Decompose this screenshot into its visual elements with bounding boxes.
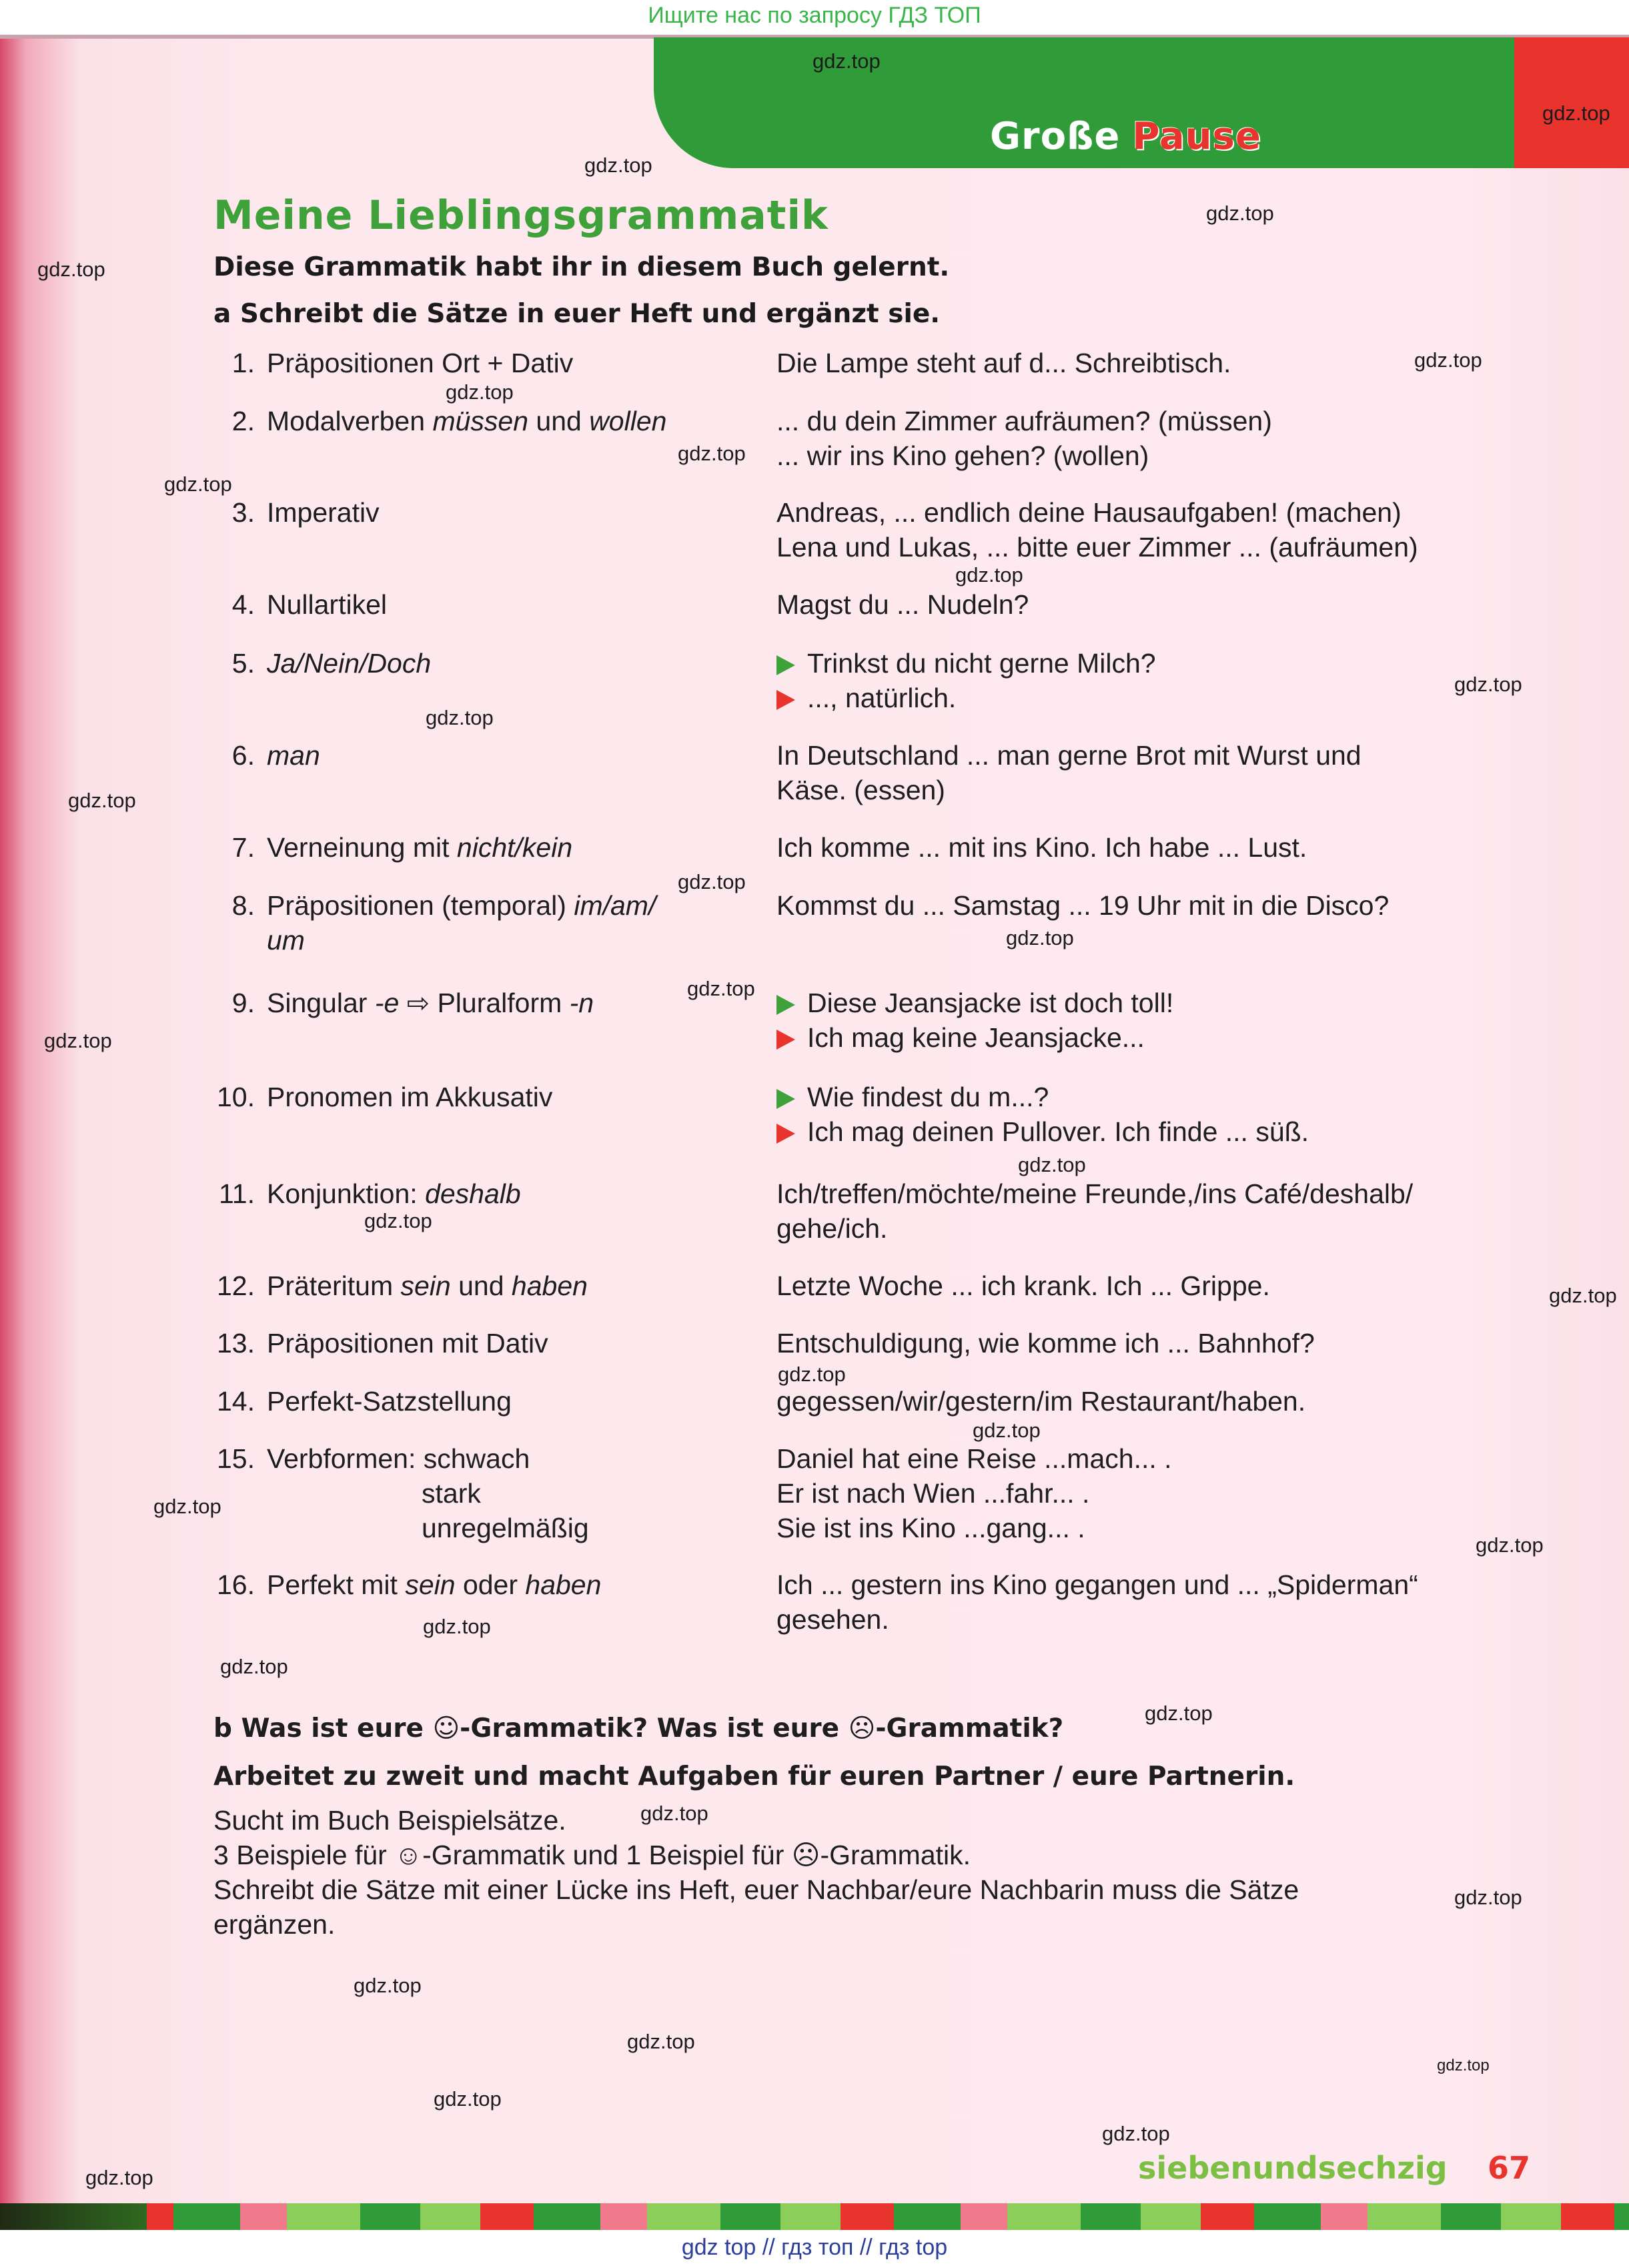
watermark: gdz.top — [1454, 1886, 1522, 1909]
item-number: 16. — [217, 1569, 255, 1600]
decorative-stripe — [0, 2203, 1629, 2230]
item-topic: man — [267, 740, 320, 771]
watermark: gdz.top — [627, 2030, 695, 2053]
item-example: Diese Jeansjacke ist doch toll! Ich mag keine Jeansjacke... — [776, 986, 1530, 1055]
item-number: 10. — [217, 1082, 255, 1112]
item-topic: Verneinung mit nicht/kein — [267, 832, 573, 863]
item-number: 1. — [231, 348, 255, 378]
item-example: Ich/treffen/möchte/meine Freunde,/ins Café/deshalb/ gehe/ich. — [776, 1178, 1414, 1244]
item-example: Entschuldigung, wie komme ich ... Bahnhof? — [776, 1328, 1315, 1359]
item-example: Ich komme ... mit ins Kino. Ich habe ... Lust. — [776, 832, 1307, 863]
watermark: gdz.top — [1454, 673, 1522, 696]
watermark: gdz.top — [1206, 202, 1274, 225]
watermark: gdz.top — [778, 1363, 846, 1386]
watermark: gdz.top — [434, 2087, 502, 2111]
watermark: gdz.top — [1437, 2056, 1490, 2074]
section-title — [990, 115, 1261, 158]
watermark: gdz.top — [640, 1802, 708, 1825]
watermark: gdz.top — [164, 472, 232, 496]
item-example: gegessen/wir/gestern/im Restaurant/haben. — [776, 1386, 1306, 1417]
item-topic: Verbformen: schwach — [267, 1443, 530, 1474]
item-example: Die Lampe steht auf d... Schreibtisch. — [776, 348, 1231, 378]
item-topic: Modalverben müssen und wollen — [267, 406, 667, 436]
item-example: Ich ... gestern ins Kino gegangen und ... „Spiderman“ gesehen. — [776, 1569, 1418, 1635]
watermark: gdz.top — [364, 1209, 432, 1232]
item-topic: Perfekt mit sein oder haben — [267, 1569, 602, 1600]
watermark: gdz.top — [1542, 101, 1610, 125]
item-number: 8. — [231, 890, 255, 921]
watermark: gdz.top — [423, 1615, 491, 1638]
watermark: gdz.top — [354, 1974, 422, 1997]
item-example: Trinkst du nicht gerne Milch? ..., natürlich. — [776, 646, 1530, 715]
speaker-b-icon — [776, 690, 795, 710]
watermark: gdz.top — [678, 870, 746, 893]
item-example: Wie findest du m...? Ich mag deinen Pullover. Ich finde ... süß. — [776, 1080, 1530, 1149]
decorative-stripe-dark — [0, 2203, 147, 2230]
item-example: Daniel hat eine Reise ...mach... . Er ist nach Wien ...fahr... . Sie ist ins Kino ...gang... . — [776, 1443, 1172, 1543]
watermark: gdz.top — [68, 789, 136, 812]
watermark: gdz.top — [446, 380, 514, 404]
item-number: 2. — [231, 406, 255, 436]
item-number: 11. — [219, 1178, 255, 1209]
section-title-word-2: Pause — [1132, 115, 1261, 158]
item-example: ... du dein Zimmer aufräumen? (müssen) ... wir ins Kino gehen? (wollen) — [776, 406, 1272, 471]
item-example: In Deutschland ... man gerne Brot mit Wurst und Käse. (essen) — [776, 740, 1362, 805]
item-number: 6. — [231, 740, 255, 771]
item-number: 5. — [231, 648, 255, 679]
watermark: gdz.top — [973, 1419, 1041, 1442]
task-b — [213, 1712, 1534, 1942]
watermark: gdz.top — [37, 258, 105, 281]
item-topic: Präpositionen mit Dativ — [267, 1328, 548, 1359]
watermark: gdz.top — [1414, 348, 1482, 372]
watermark: gdz.top — [687, 977, 755, 1000]
watermark: gdz.top — [220, 1655, 288, 1678]
item-topic: Präpositionen Ort + Dativ — [267, 348, 574, 378]
task-b-text: Sucht im Buch Beispielsätze. 3 Beispiele für ☺-Grammatik und 1 Beispiel für ☹-Grammatik. Schreibt die Sätze mit einer Lücke ins Heft, euer Nachbar/eure Nachbarin muss die Sätze ergänzen. — [213, 1805, 1299, 1940]
textbook-page — [0, 35, 1629, 2230]
watermark: gdz.top — [955, 563, 1023, 587]
item-topic: Ja/Nein/Doch — [267, 648, 432, 679]
speaker-a-icon — [776, 995, 795, 1015]
watermark: gdz.top — [1006, 926, 1074, 950]
verb-type-list: stark unregelmäßig — [422, 1478, 589, 1543]
page-number: 67 — [1488, 2150, 1531, 2186]
item-topic: Imperativ — [267, 497, 380, 528]
item-number: 14. — [217, 1386, 255, 1417]
task-b-instruction: Arbeitet zu zweit und macht Aufgaben für euren Partner / eure Partnerin. — [213, 1762, 1295, 1792]
speaker-a-icon — [776, 1089, 795, 1109]
speaker-b-icon — [776, 1124, 795, 1144]
item-number: 7. — [231, 832, 255, 863]
top-banner[interactable]: Ищите нас по запросу ГДЗ ТОП — [648, 3, 981, 28]
speaker-a-icon — [776, 655, 795, 675]
task-a-instruction: a Schreibt die Sätze in euer Heft und ergänzt sie. — [213, 299, 941, 329]
page-title: Meine Lieblingsgrammatik — [213, 192, 829, 239]
section-title-word-1: Große — [990, 115, 1121, 158]
item-topic: Nullartikel — [267, 589, 387, 620]
item-number: 12. — [217, 1270, 255, 1301]
watermark: gdz.top — [812, 49, 881, 73]
item-topic: Pronomen im Akkusativ — [267, 1082, 553, 1112]
item-example: Andreas, ... endlich deine Hausaufgaben! (machen) Lena und Lukas, ... bitte euer Zimmer ... (aufräumen) — [776, 497, 1418, 562]
item-topic: Präpositionen (temporal) im/am/ um — [267, 890, 656, 956]
intro-text: Diese Grammatik habt ihr in diesem Buch gelernt. — [213, 252, 950, 282]
watermark: gdz.top — [426, 706, 494, 729]
item-example: Magst du ... Nudeln? — [776, 589, 1029, 620]
item-number: 9. — [231, 988, 255, 1018]
item-topic: Präteritum sein und haben — [267, 1270, 588, 1301]
speaker-b-icon — [776, 1030, 795, 1050]
bottom-banner[interactable]: gdz top // гдз топ // гдз top — [681, 2235, 948, 2260]
item-example: Letzte Woche ... ich krank. Ich ... Grippe. — [776, 1270, 1270, 1301]
watermark: gdz.top — [153, 1495, 221, 1518]
item-topic: Perfekt-Satzstellung — [267, 1386, 512, 1417]
watermark: gdz.top — [1549, 1284, 1617, 1307]
item-number: 13. — [217, 1328, 255, 1359]
watermark: gdz.top — [584, 153, 652, 177]
item-topic: Konjunktion: deshalb — [267, 1178, 521, 1209]
watermark: gdz.top — [44, 1029, 112, 1052]
arrow-icon: ⇨ — [399, 988, 438, 1018]
watermark: gdz.top — [1102, 2122, 1170, 2145]
item-topic: Singular -e ⇨ Pluralform -n — [267, 988, 594, 1018]
watermark: gdz.top — [1145, 1702, 1213, 1725]
task-b-title: b Was ist eure ☺-Grammatik? Was ist eure ☹-Grammatik? — [213, 1714, 1064, 1744]
watermark: gdz.top — [1476, 1533, 1544, 1557]
item-number: 4. — [231, 589, 255, 620]
item-example: Kommst du ... Samstag ... 19 Uhr mit in die Disco? — [776, 890, 1390, 921]
watermark: gdz.top — [85, 2166, 153, 2189]
watermark: gdz.top — [1018, 1153, 1086, 1176]
item-number: 15. — [217, 1443, 255, 1474]
watermark: gdz.top — [678, 442, 746, 465]
item-number: 3. — [231, 497, 255, 528]
page-number-word: siebenundsechzig — [1138, 2150, 1448, 2186]
